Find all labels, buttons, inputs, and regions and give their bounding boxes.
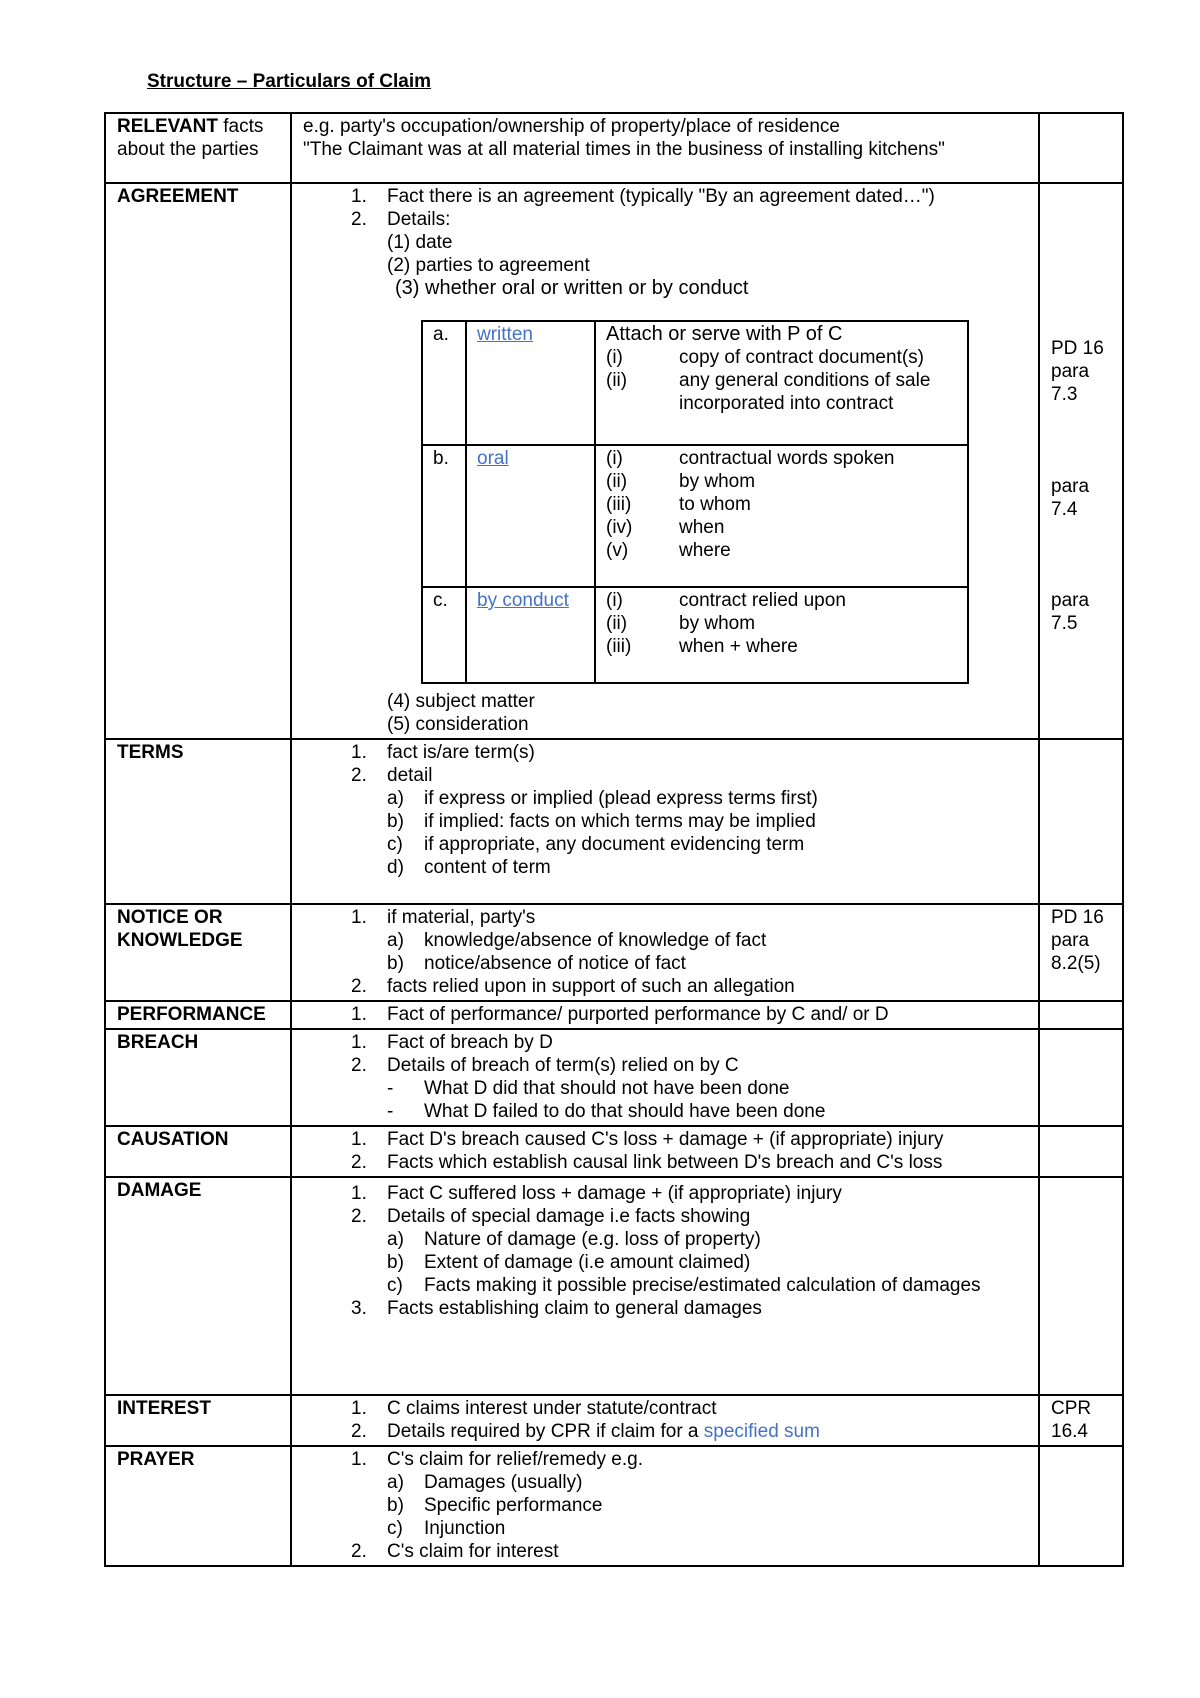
list-item: (i) contract relied upon <box>606 590 846 611</box>
row-ref-cell <box>1039 1395 1123 1446</box>
inner-detail-cell <box>595 321 968 445</box>
row-label-cell <box>105 904 291 1001</box>
list-item: (ii) any general conditions of sale incorporated into contract <box>606 370 931 414</box>
page-title: Structure – Particulars of Claim <box>147 71 432 92</box>
inner-detail-cell <box>595 445 968 587</box>
row-content-cell <box>291 113 1039 183</box>
list-item: 2. Details: <box>351 209 451 230</box>
row-ref-cell <box>1039 1126 1123 1177</box>
row-label-cell <box>105 1126 291 1177</box>
written-link[interactable]: written <box>477 324 533 345</box>
content-line: "The Claimant was at all material times in the business of installing kitchens" <box>303 139 945 160</box>
list-item: 1. Fact C suffered loss + damage + (if appropriate) injury <box>351 1183 842 1204</box>
row-ref-cell <box>1039 113 1123 183</box>
numbered-list <box>303 1448 1030 1471</box>
list-item: 2. detail <box>351 765 433 786</box>
inner-letter: b. <box>422 445 466 587</box>
lettered-list <box>303 1471 1030 1540</box>
row-relevant-facts <box>105 113 1123 183</box>
inner-letter: a. <box>422 321 466 445</box>
numbered-list <box>303 975 1030 998</box>
detail-line: (5) consideration <box>387 714 529 735</box>
list-item: 1. C claims interest under statute/contract <box>351 1398 717 1419</box>
row-content-cell <box>291 1446 1039 1566</box>
list-item: 2. Facts which establish causal link between D's breach and C's loss <box>351 1152 943 1173</box>
row-label: DAMAGE <box>117 1180 202 1201</box>
list-item: (iii) to whom <box>606 494 751 515</box>
row-notice-knowledge <box>105 904 1123 1001</box>
row-label: PERFORMANCE <box>117 1004 266 1025</box>
inner-row-oral <box>422 445 968 587</box>
list-item: 2. Details required by CPR if claim for a specified sum <box>351 1421 820 1442</box>
list-item: d) content of term <box>387 857 551 878</box>
roman-list <box>606 589 959 658</box>
numbered-list <box>303 741 1030 787</box>
list-item: 1. Fact D's breach caused C's loss + damage + (if appropriate) injury <box>351 1129 944 1150</box>
list-item: a) knowledge/absence of knowledge of fact <box>387 930 767 951</box>
list-item: 3. Facts establishing claim to general damages <box>351 1298 762 1319</box>
inner-row-conduct <box>422 587 968 683</box>
row-ref-cell <box>1039 739 1123 904</box>
row-label-cell <box>105 1395 291 1446</box>
contract-form-table <box>421 320 969 684</box>
list-item: c) Facts making it possible precise/estimated calculation of damages <box>387 1275 981 1296</box>
oral-link[interactable]: oral <box>477 448 509 469</box>
row-label-cell <box>105 1001 291 1029</box>
row-content-cell <box>291 1001 1039 1029</box>
ref-7-5: para 7.5 <box>1051 590 1090 634</box>
list-item: (ii) by whom <box>606 613 756 634</box>
row-ref-cell <box>1039 183 1123 739</box>
row-label-cell <box>105 183 291 739</box>
row-damage <box>105 1177 1123 1395</box>
inner-detail-cell <box>595 587 968 683</box>
row-content-cell <box>291 1177 1039 1395</box>
numbered-list <box>303 1031 1030 1077</box>
list-item: b) Specific performance <box>387 1495 603 1516</box>
specified-sum-link[interactable]: specified sum <box>703 1421 820 1442</box>
row-label: PRAYER <box>117 1449 195 1470</box>
list-item: c) if appropriate, any document evidencing term <box>387 834 805 855</box>
numbered-list <box>303 1182 1030 1228</box>
list-item: 1. Fact of performance/ purported performance by C and/ or D <box>351 1004 889 1025</box>
row-terms <box>105 739 1123 904</box>
row-label-cell <box>105 113 291 183</box>
row-label: NOTICE OR KNOWLEDGE <box>117 907 243 951</box>
content-line: e.g. party's occupation/ownership of property/place of residence <box>303 116 840 137</box>
list-item: b) if implied: facts on which terms may be implied <box>387 811 816 832</box>
lettered-list <box>303 1228 1030 1297</box>
list-item: 2. C's claim for interest <box>351 1541 559 1562</box>
row-label: BREACH <box>117 1032 199 1053</box>
list-item: - What D did that should not have been done <box>387 1078 790 1099</box>
list-item: a) Nature of damage (e.g. loss of property) <box>387 1229 761 1250</box>
row-agreement <box>105 183 1123 739</box>
list-item: a) if express or implied (plead express terms first) <box>387 788 818 809</box>
row-content-cell <box>291 1126 1039 1177</box>
list-item: (i) contractual words spoken <box>606 448 895 469</box>
row-label: TERMS <box>117 742 184 763</box>
row-label: RELEVANT <box>117 116 218 137</box>
row-label-cell <box>105 1029 291 1126</box>
row-ref-cell <box>1039 1001 1123 1029</box>
row-content-cell <box>291 1029 1039 1126</box>
detail-line: (3) whether oral or written or by conduct <box>395 277 749 299</box>
inner-letter: c. <box>422 587 466 683</box>
row-label-rest: facts about the parties <box>117 116 264 160</box>
numbered-list <box>303 1003 1030 1026</box>
list-item: 2. Details of special damage i.e facts showing <box>351 1206 751 1227</box>
list-item: 2. Details of breach of term(s) relied on by C <box>351 1055 739 1076</box>
list-item: (v) where <box>606 540 731 561</box>
list-item: 1. if material, party's <box>351 907 536 928</box>
row-label-cell <box>105 1446 291 1566</box>
numbered-list <box>303 185 1030 231</box>
lettered-list <box>303 787 1030 879</box>
ref-pd16-8-2: PD 16 para 8.2(5) <box>1051 907 1104 974</box>
list-item: (i) copy of contract document(s) <box>606 347 924 368</box>
list-item: 1. fact is/are term(s) <box>351 742 535 763</box>
ref-cpr-16-4: CPR 16.4 <box>1051 1398 1092 1442</box>
dash-list <box>303 1077 1030 1123</box>
row-content-cell <box>291 904 1039 1001</box>
list-item: (iii) when + where <box>606 636 798 657</box>
numbered-list <box>303 906 1030 929</box>
row-prayer <box>105 1446 1123 1566</box>
row-interest <box>105 1395 1123 1446</box>
detail-line: (1) date <box>387 232 453 253</box>
list-item: c) Injunction <box>387 1518 506 1539</box>
attach-heading: Attach or serve with P of C <box>606 323 843 345</box>
inner-row-written <box>422 321 968 445</box>
numbered-list <box>303 1297 1030 1320</box>
lettered-list <box>303 929 1030 975</box>
list-item: 1. Fact of breach by D <box>351 1032 553 1053</box>
row-label-cell <box>105 1177 291 1395</box>
list-item: 1. Fact there is an agreement (typically "By an agreement dated…") <box>351 186 935 207</box>
list-item: - What D failed to do that should have been done <box>387 1101 826 1122</box>
row-label: INTEREST <box>117 1398 211 1419</box>
row-label: CAUSATION <box>117 1129 229 1150</box>
ref-7-4: para 7.4 <box>1051 476 1090 520</box>
row-content-cell <box>291 183 1039 739</box>
conduct-link[interactable]: by conduct <box>477 590 569 611</box>
list-item: b) notice/absence of notice of fact <box>387 953 686 974</box>
row-causation <box>105 1126 1123 1177</box>
row-ref-cell <box>1039 1177 1123 1395</box>
numbered-list <box>303 1540 1030 1563</box>
list-item: (iv) when <box>606 517 725 538</box>
row-content-cell <box>291 739 1039 904</box>
roman-list <box>606 346 959 415</box>
row-ref-cell <box>1039 904 1123 1001</box>
numbered-list <box>303 1128 1030 1174</box>
roman-list <box>606 447 959 562</box>
row-label: AGREEMENT <box>117 186 239 207</box>
row-ref-cell <box>1039 1446 1123 1566</box>
detail-line: (2) parties to agreement <box>387 255 590 276</box>
row-breach <box>105 1029 1123 1126</box>
list-item: a) Damages (usually) <box>387 1472 583 1493</box>
list-item: 1. C's claim for relief/remedy e.g. <box>351 1449 643 1470</box>
list-item: b) Extent of damage (i.e amount claimed) <box>387 1252 751 1273</box>
detail-line: (4) subject matter <box>387 691 535 712</box>
numbered-list <box>303 1397 1030 1443</box>
claim-structure-table <box>104 112 1124 1567</box>
row-content-cell <box>291 1395 1039 1446</box>
list-item: (ii) by whom <box>606 471 756 492</box>
row-label-cell <box>105 739 291 904</box>
row-performance <box>105 1001 1123 1029</box>
row-ref-cell <box>1039 1029 1123 1126</box>
list-item: 2. facts relied upon in support of such an allegation <box>351 976 795 997</box>
ref-pd16-7-3: PD 16 para 7.3 <box>1051 338 1104 405</box>
